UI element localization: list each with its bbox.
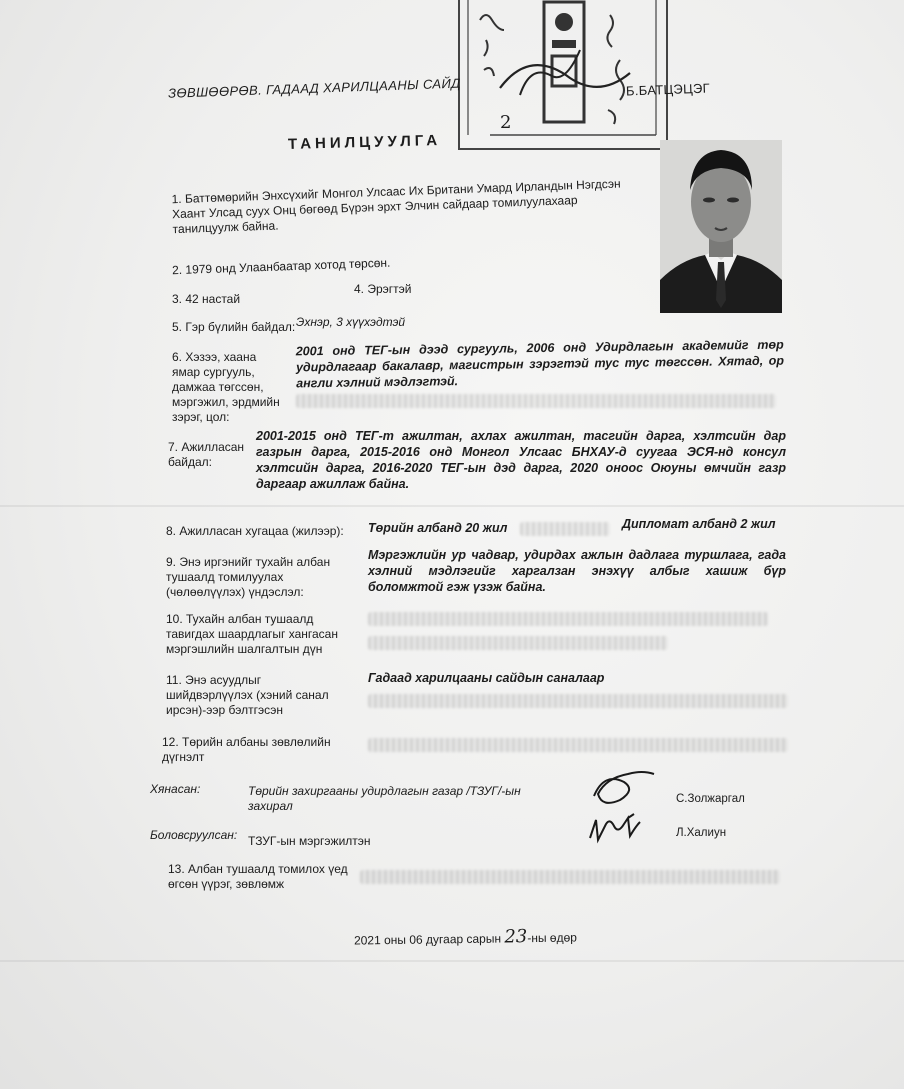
- paper-crease: [0, 505, 904, 507]
- item-2-text: 2. 1979 онд Улаанбаатар хотод төрсөн.: [171, 255, 391, 278]
- prepared-by-text: ТЗУГ-ын мэргэжилтэн: [248, 834, 371, 848]
- date-suffix: -ны өдөр: [527, 930, 578, 946]
- portrait-photo: [660, 140, 782, 313]
- item-9-value: Мэргэжлийн ур чадвар, удирдах ажлын дадлага туршлага, гада хэлний мэдлэгийг харгалзан энэхүү албыг хашиж бүр боломжтой гэж үзэж байна.: [368, 548, 786, 594]
- date-prefix: 2021 оны 06 дугаар сарын: [353, 931, 502, 948]
- item-1-text: 1. Баттөмөрийн Энхсүхийг Монгол Улсаас Их Британи Умард Ирландын Нэгдсэн Хаант Улсад суух Онц бөгөөд Бүрэн эрхт Элчин сайдаар томилуулахаар танилцуулж байна.: [171, 176, 621, 237]
- item-6-label: 6. Хэзээ, хаана ямар сургууль, дамжаа төгссөн, мэргэжил, эрдмийн зэрэг, цол:: [172, 350, 280, 424]
- item-10-label: 10. Тухайн албан тушаалд тавигдах шаардлагыг хангасан мэргэшлийн шалгалтын дүн: [166, 612, 338, 656]
- item-12-label: 12. Төрийн албаны зөвлөлийн дүгнэлт: [162, 735, 331, 764]
- item-11-value: Гадаад харилцааны сайдын саналаар: [368, 671, 605, 685]
- redacted-text: [368, 694, 788, 708]
- checked-by-text: Төрийн захиргааны удирдлагын газар /ТЗУГ/-ын захирал: [248, 784, 521, 813]
- approver-name: Б.БАТЦЭЦЭГ: [625, 80, 711, 99]
- checked-by-name: С.Золжаргал: [676, 793, 745, 805]
- redacted-text: [520, 522, 610, 536]
- redacted-text: [368, 738, 788, 752]
- item-5-value: Эхнэр, 3 хүүхэдтэй: [296, 315, 406, 329]
- item-7-label: 7. Ажилласан байдал:: [168, 440, 245, 469]
- item-8-value-b: Дипломат албанд 2 жил: [622, 517, 776, 531]
- item-13-label: 13. Албан тушаалд томилох үед өгсөн үүрэг, зөвлөмж: [168, 862, 348, 891]
- item-8-value-a: Төрийн албанд 20 жил: [368, 521, 508, 535]
- redacted-text: [296, 394, 776, 408]
- item-6-value: 2001 онд ТЕГ-ын дээд сургууль, 2006 онд Удирдлагын академийг төр удирдлагаар бакалавр, магистрын зэрэгтэй тус тус төгссөн. Хятад, ор англи хэлний мэдлэгтэй.: [295, 337, 785, 391]
- signature-khaliun: [586, 812, 648, 846]
- stamp-number: 2: [500, 112, 512, 133]
- portrait-image: [660, 140, 782, 313]
- item-4-gender: 4. Эрэгтэй: [354, 282, 412, 296]
- signature-zoljargal: [588, 768, 658, 808]
- date-day-handwritten: 23: [504, 926, 528, 948]
- approval-line: ЗӨВШӨӨРӨВ. ГАДААД ХАРИЛЦААНЫ САЙД: [167, 75, 461, 101]
- item-8-label: 8. Ажилласан хугацаа (жилээр):: [166, 524, 344, 538]
- prepared-by-name: Л.Халиун: [676, 827, 727, 839]
- checked-by-label: Хянасан:: [150, 782, 201, 796]
- item-3-age: 3. 42 настай: [172, 292, 241, 306]
- page-title: ТАНИЛЦУУЛГА: [287, 131, 442, 154]
- item-9-label: 9. Энэ иргэнийг тухайн албан тушаалд томилуулах (чөлөөлүүлэх) үндэслэл:: [166, 555, 331, 599]
- prepared-by-label: Боловсруулсан:: [150, 828, 238, 842]
- redacted-text: [368, 636, 668, 650]
- document-date: [354, 928, 577, 948]
- redacted-text: [360, 870, 780, 884]
- item-11-label: 11. Энэ асуудлыг шийдвэрлүүлэх (хэний санал ирсэн)-ээр бэлтгэсэн: [166, 673, 329, 717]
- item-5-label: 5. Гэр бүлийн байдал:: [172, 320, 296, 334]
- redacted-text: [368, 612, 768, 626]
- item-7-value: 2001-2015 онд ТЕГ-т ажилтан, ахлах ажилтан, тасгийн дарга, хэлтсийн дар газрын дарга, 2015-2016 онд Монгол Улсаас БНХАУ-д суугаа ЭСЯ-нд консул хэлтсийн дарга, 2016-2020 ТЕГ-ын дэд дарга, 2020 оноос Оюуны өмчийн газр даргаар ажиллаж байна.: [256, 429, 786, 491]
- paper-crease: [0, 960, 904, 962]
